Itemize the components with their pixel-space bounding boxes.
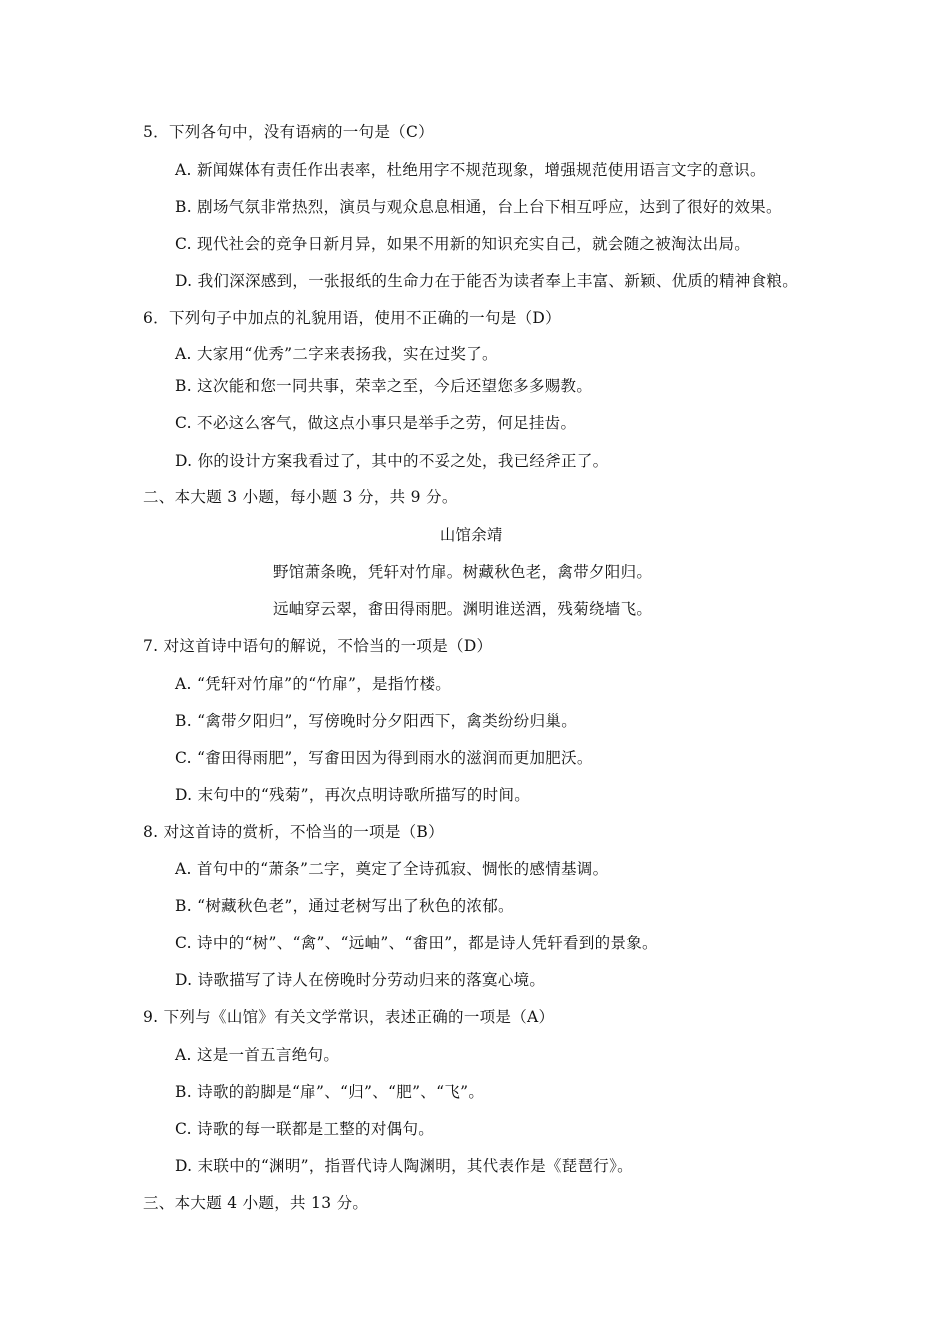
question-9-option-a: A. 这是一首五言绝句。: [175, 1046, 340, 1064]
question-8-option-a: A. 首句中的“萧条”二字，奠定了全诗孤寂、惆怅的感情基调。: [175, 860, 609, 878]
question-8-option-d: D. 诗歌描写了诗人在傍晚时分劳动归来的落寞心境。: [175, 971, 546, 989]
question-8-option-b: B. “树藏秋色老”，通过老树写出了秋色的浓郁。: [175, 897, 514, 915]
section-2-heading: 二、本大题 3 小题，每小题 3 分，共 9 分。: [143, 488, 458, 506]
question-6-option-c: C. 不必这么客气，做这点小事只是举手之劳，何足挂齿。: [175, 414, 577, 432]
question-7-option-a: A. “凭轩对竹扉”的“竹扉”，是指竹楼。: [175, 675, 452, 693]
poem-line-2: 远岫穿云翠，畬田得雨肥。渊明谁送酒，残菊绕墙飞。: [273, 600, 653, 618]
question-7-option-c: C. “畬田得雨肥”，写畬田因为得到雨水的滋润而更加肥沃。: [175, 749, 593, 767]
question-8-option-c: C. 诗中的“树”、“禽”、“远岫”、“畬田”，都是诗人凭轩看到的景象。: [175, 934, 658, 952]
question-9-option-c: C. 诗歌的每一联都是工整的对偶句。: [175, 1120, 435, 1138]
question-8-stem: 8. 对这首诗的赏析，不恰当的一项是（B）: [143, 823, 444, 841]
question-5-option-c: C. 现代社会的竞争日新月异，如果不用新的知识充实自己，就会随之被淘汰出局。: [175, 235, 751, 253]
question-6-option-b: B. 这次能和您一同共事，荣幸之至，今后还望您多多赐教。: [175, 377, 593, 395]
question-9-option-d: D. 末联中的“渊明”，指晋代诗人陶渊明，其代表作是《琵琶行》。: [175, 1157, 633, 1175]
question-7-stem: 7. 对这首诗中语句的解说，不恰当的一项是（D）: [143, 637, 493, 655]
question-5-option-a: A. 新闻媒体有责任作出表率，杜绝用字不规范现象，增强规范使用语言文字的意识。: [175, 161, 766, 179]
question-6-option-d: D. 你的设计方案我看过了，其中的不妥之处，我已经斧正了。: [175, 452, 609, 470]
question-6-option-a: A. 大家用“优秀”二字来表扬我，实在过奖了。: [175, 345, 498, 363]
question-6-stem: 6．下列句子中加点的礼貌用语，使用不正确的一句是（D）: [143, 309, 561, 327]
question-7-option-d: D. 末句中的“残菊”，再次点明诗歌所描写的时间。: [175, 786, 531, 804]
question-5-option-b: B. 剧场气氛非常热烈，演员与观众息息相通，台上台下相互呼应，达到了很好的效果。: [175, 198, 782, 216]
question-5-option-d: D. 我们深深感到，一张报纸的生命力在于能否为读者奉上丰富、新颖、优质的精神食粮。: [175, 272, 799, 290]
question-9-stem: 9. 下列与《山馆》有关文学常识，表述正确的一项是（A）: [143, 1008, 555, 1026]
question-5-stem: 5．下列各句中，没有语病的一句是（C）: [143, 123, 434, 141]
question-9-option-b: B. 诗歌的韵脚是“扉”、“归”、“肥”、“飞”。: [175, 1083, 485, 1101]
poem-title: 山馆余靖: [439, 526, 503, 544]
question-7-option-b: B. “禽带夕阳归”，写傍晚时分夕阳西下，禽类纷纷归巢。: [175, 712, 577, 730]
section-3-heading: 三、本大题 4 小题，共 13 分。: [143, 1194, 369, 1212]
poem-line-1: 野馆萧条晚，凭轩对竹扉。树藏秋色老，禽带夕阳归。: [273, 563, 653, 581]
